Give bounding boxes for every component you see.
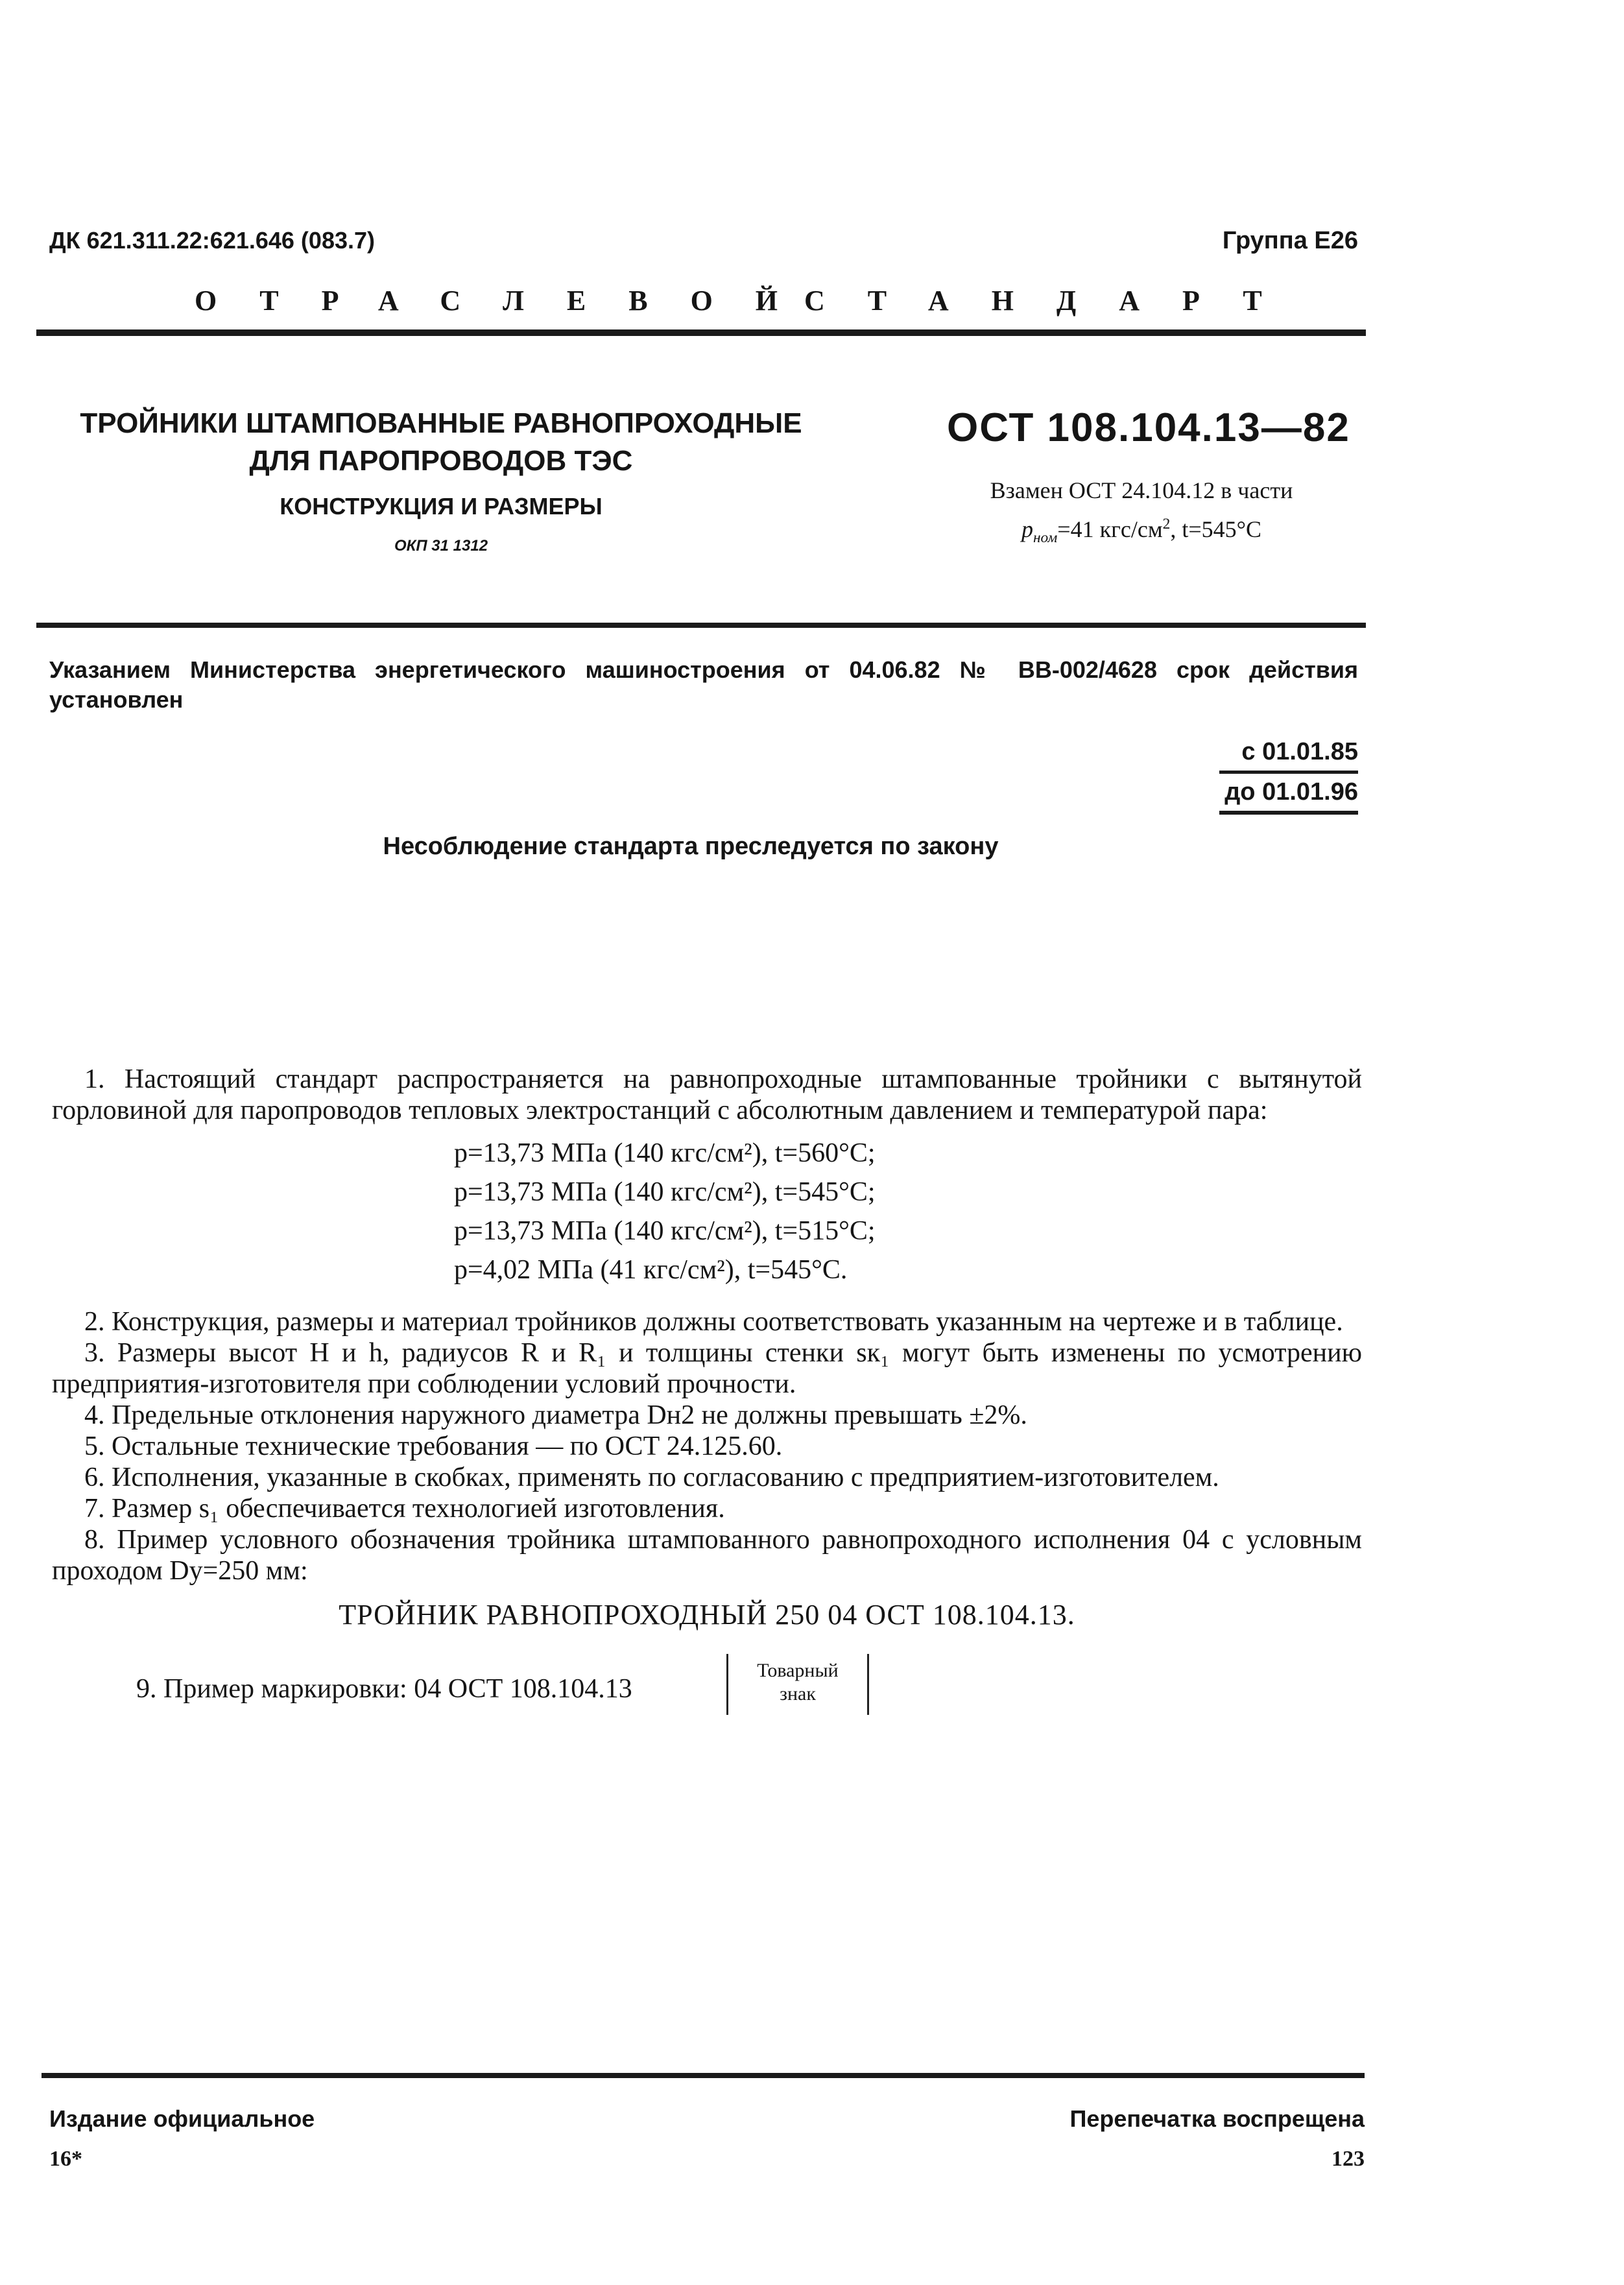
pressure-condition-3: p=13,73 МПа (140 кгс/см²), t=515°C; [454,1216,876,1246]
pressure-condition-2: p=13,73 МПа (140 кгс/см²), t=545°C; [454,1177,876,1207]
group-code: Группа Е26 [1222,227,1358,254]
clause-8: 8. Пример условного обозначения тройника штампованного равнопроходного исполнения 04 с условным проходом Dу=250 мм: [52,1525,1362,1586]
trademark-box [726,1654,869,1715]
clause-1: 1. Настоящий стандарт распространяется на равнопроходные штампованные тройники с вытянутой горловиной для паропроводов тепловых электростанций с абсолютным давлением и температурой пара: [52,1064,1362,1125]
clause-5: 5. Остальные технические требования — по ОСТ 24.125.60. [84,1431,783,1461]
decree-text: Указанием Министерства энергетического машиностроения от 04.06.82 № ВВ-002/4628 срок действия установлен [49,656,1358,713]
clause-9: 9. Пример маркировки: 04 ОСТ 108.104.13 [136,1674,632,1704]
pressure-condition-4: p=4,02 МПа (41 кгс/см²), t=545°C. [454,1255,848,1285]
clause-7: 7. Размер s₁ обеспечивается технологией изготовления. [84,1494,725,1524]
document-subtitle: КОНСТРУКЦИЯ И РАЗМЕРЫ [280,493,603,520]
header-rule [36,329,1366,336]
standard-word-left: ОТРАСЛЕВОЙ [195,285,821,317]
sheet-mark: 16* [49,2147,82,2171]
pressure-list [52,1134,1362,1289]
date-from-underline [1219,771,1358,774]
date-to-underline [1219,811,1358,815]
replaces-line-2: $p_{ном}=41$ кгс/$см^2$, t=545°C [1021,516,1262,547]
penalty-notice: Несоблюдение стандарта преследуется по закону [383,833,999,860]
document-title [39,405,843,480]
page-number: 123 [1331,2147,1365,2171]
designation-example: ТРОЙНИК РАВНОПРОХОДНЫЙ 250 04 ОСТ 108.104.13. [339,1599,1075,1631]
title-line-1: ТРОЙНИКИ ШТАМПОВАННЫЕ РАВНОПРОХОДНЫЕ [80,407,802,439]
ost-number: ОСТ 108.104.13—82 [947,405,1350,450]
udc-code: ДК 621.311.22:621.646 (083.7) [49,227,375,254]
marking-example [52,1654,1362,1725]
title-line-2: ДЛЯ ПАРОПРОВОДОВ ТЭС [249,445,633,477]
footer-rule [42,2073,1365,2078]
clause-3: 3. Размеры высот H и h, радиусов R и R₁ и толщины стенки sк₁ могут быть изменены по усмотрению предприятия-изготовителя при соблюдении условий прочности. [52,1338,1362,1399]
date-from: с 01.01.85 [1241,738,1358,765]
date-to: до 01.01.96 [1224,778,1358,806]
title-rule [36,623,1366,628]
clause-4: 4. Предельные отклонения наружного диаметра Dн2 не должны превышать ±2%. [84,1400,1027,1430]
trademark-line-2: знак [780,1683,816,1705]
pressure-condition-1: p=13,73 МПа (140 кгс/см²), t=560°C; [454,1138,876,1168]
clause-2: 2. Конструкция, размеры и материал тройников должны соответствовать указанным на чертеже и в таблице. [84,1307,1343,1337]
replaces-line-1: Взамен ОСТ 24.104.12 в части [990,477,1293,503]
edition-label: Издание официальное [49,2105,315,2132]
clause-6: 6. Исполнения, указанные в скобках, применять по согласованию с предприятием-изготовителем. [84,1463,1219,1492]
okp-code: ОКП 31 1312 [394,537,488,555]
reprint-notice: Перепечатка воспрещена [1069,2105,1365,2132]
trademark-line-1: Товарный [757,1660,839,1681]
replaces-note [908,473,1375,555]
standard-word-right: СТАНДАРТ [804,285,1305,317]
document-body [52,1064,1362,1725]
